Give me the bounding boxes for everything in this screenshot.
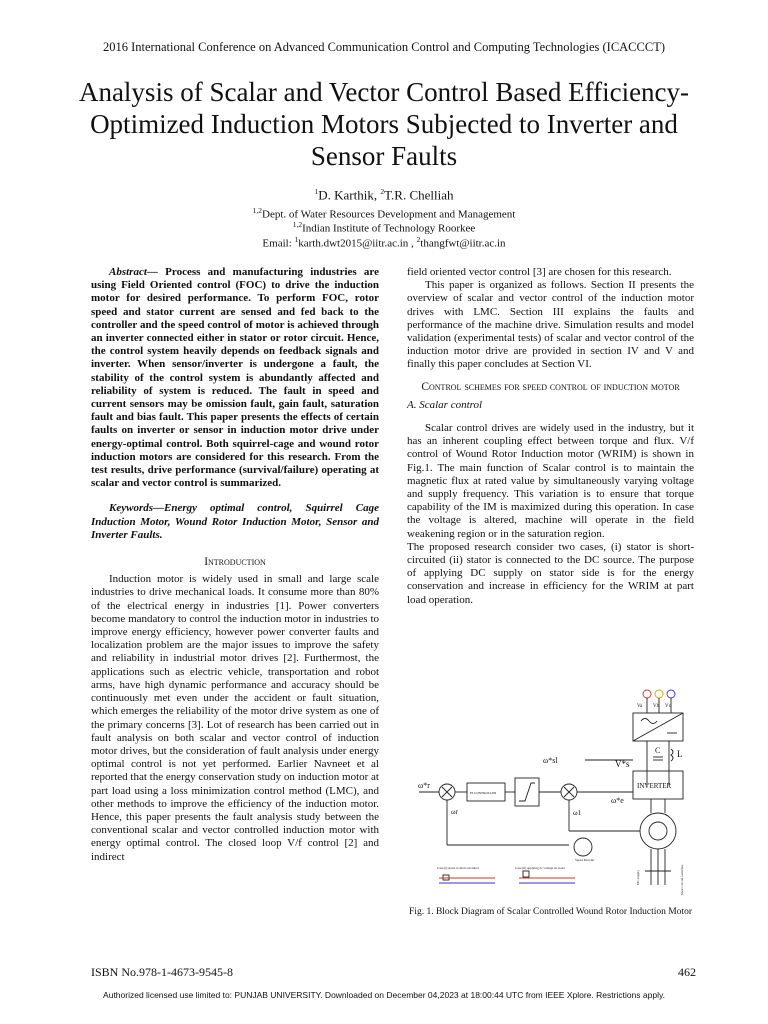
license-notice: Authorized licensed use limited to: PUNJAB UNIVERSITY. Downloaded on December 04,2023 at 18:00:44 UTC from IEEE Xplore. Restrictions apply.	[103, 990, 665, 1000]
keywords-label: Keywords—	[109, 502, 164, 515]
subsection-heading: A. Scalar control	[407, 398, 483, 411]
introduction-text: Induction motor is widely used in small and large scale industries to drive mechanical loads. It consume more than 80% of the electrical energy in industries [1]. Power converters become mandatory to control the induction motor in industries to improve energy efficiency, however power converter faults and localization problem are the major issues to improve the safety and reliability in industrial motor drives [2]. Furthermost, the applications such as electric vehicle, transportation and robot arms, have high dynamic performance and accuracy should be continuously met even under the accident or fault situation, which emerges the reliability of the motor drive system as one of the primary concerns [3]. Lot of research has been carried out in fault analysis on both scalar and vector control of induction motor drives, but the consideration of fault analysis under energy optimal control is not yet performed. Earlier Navneet et al reported that the energy conservation study on induction motor at part load using a loss minimization control method (LMC), and other methods to improve the efficiency of the induction motor. Hence, this paper presents the fault analysis study between the conventional scalar and vector controlled induction motor with energy optimal control. The closed loop V/f control [2] and indirect	[91, 573, 379, 863]
keywords	[91, 502, 379, 542]
limiter-block	[515, 778, 539, 806]
label-dc-supply: DC supply	[636, 869, 640, 885]
label-w1: ω1	[573, 809, 582, 817]
isbn: ISBN No.978-1-4673-9545-8	[91, 965, 233, 979]
speed-encoder-icon	[574, 838, 592, 856]
label-inverter: INVERTER	[637, 782, 672, 790]
aff1-sup: 1,2	[252, 206, 262, 215]
email2-sup: 2	[416, 235, 421, 244]
label-wsl: ω*sl	[543, 756, 558, 765]
motor-stator-icon	[640, 813, 676, 849]
author-sup-1: 1	[314, 187, 319, 196]
label-vs: V*s	[615, 759, 630, 769]
label-c: C	[655, 746, 661, 755]
aff2-sup: 1,2	[292, 220, 303, 229]
source-b-icon	[655, 690, 663, 698]
label-sensor: Speed Encoder	[575, 858, 595, 862]
label-pi: PI CONTROLLER	[470, 791, 497, 795]
label-l: L	[677, 749, 683, 759]
page-number: 462	[678, 965, 696, 979]
abstract	[91, 266, 379, 490]
label-vc: Vc	[665, 704, 671, 709]
label-vb: Vb	[653, 704, 660, 709]
label-wr-ref: ω*r	[418, 781, 430, 790]
aff2-text: Indian Institute of Technology Roorkee	[302, 222, 476, 235]
block-diagram-figure	[415, 685, 695, 900]
paper-title: Analysis of Scalar and Vector Control Based Efficiency-Optimized Induction Motors Subjected to Inverter and Sensor Faults	[78, 77, 690, 171]
label-case1: Case (i) stator is short-circuited	[437, 866, 479, 870]
source-a-icon	[643, 690, 651, 698]
right-column	[407, 266, 694, 607]
email-label: Email:	[262, 237, 295, 250]
author-sup-2: 2	[380, 187, 385, 196]
email-2: thangfwt@iitr.ac.in	[420, 237, 506, 250]
motor-rotor-icon	[649, 822, 667, 840]
abstract-text: Process and manufacturing industries are using Field Oriented control (FOC) to drive the induction motor for desired performance. To perform FOC, rotor speed and stator current are sensed and fed back to the controller and the speed control of motor is achieved through an inverter connected either in stator or rotor circuit. Hence, the control system heavily depends on feedback signals and inverter. When sensor/inverter is undergone a fault, the stability of the control system is abundantly affected and reliability of system is reduced. The fault in speed and current sensors may be omission fault, gain fault, saturation fault and bias fault. This paper presents the effects of certain faults on inverter or sensor in induction motor drive under energy-optimal control. Both squirrel-cage and wound rotor induction motors are considered for this research. From the test results, drive performance (survival/failure) operating at scalar and vector control is summarized.	[91, 266, 379, 490]
continuation-text: field oriented vector control [3] are chosen for this research.	[407, 266, 672, 278]
label-case2: Case (ii) applying dc voltage on stator	[515, 866, 566, 870]
keywords-text: Energy optimal control, Squirrel Cage Induction Motor, Wound Rotor Induction Motor, Sensor and Inverter Faults.	[91, 502, 379, 541]
aff1-text: Dept. of Water Resources Development and Management	[262, 208, 516, 221]
author-2: T.R. Chelliah	[384, 187, 454, 203]
email1-sup: 1	[294, 235, 299, 244]
email-1: karth.dwt2015@iitr.ac.in ,	[298, 237, 417, 250]
figure-caption: Fig. 1. Block Diagram of Scalar Controlled Wound Rotor Induction Motor	[409, 907, 692, 917]
source-c-icon	[667, 690, 675, 698]
organization-paragraph: This paper is organized as follows. Section II presents the overview of scalar and vector control of the induction motor drives with LMC. Section III explains the faults and performance of the machine drive. Simulation results and model validation (experimental tests) of scalar and vector control of the induction motor drive are provided in section IV and V and finally this paper concludes at Section VI.	[407, 279, 694, 371]
affiliation-dept	[0, 206, 768, 221]
author-line	[0, 187, 768, 203]
section-heading: Control schemes for speed control of induction motor	[421, 380, 680, 393]
affiliation-institute	[0, 220, 768, 235]
label-we: ω*e	[611, 796, 624, 805]
label-short-circuit: Short circuit switches	[680, 864, 684, 895]
email-line	[0, 235, 768, 250]
abstract-label: Abstract—	[109, 266, 158, 278]
introduction-heading: Introduction	[204, 556, 266, 569]
scalar-paragraph-2: The proposed research consider two cases, (i) stator is short-circuited (ii) stator is connected to the DC source. The purpose of applying DC supply on stator side is for the energy conservation and increase in efficiency for the WRIM at part load operation.	[407, 540, 694, 606]
conference-header: 2016 International Conference on Advanced Communication Control and Computing Technologies (ICACCCT)	[103, 40, 665, 54]
inductor-icon	[671, 749, 673, 761]
scalar-paragraph-1: Scalar control drives are widely used in the industry, but it has an inherent coupling effect between torque and flux. V/f control of Wound Rotor Induction motor (WRIM) is shown in Fig.1. The main function of Scalar control is to maintain the magnetic flux at rated value by simultaneously varying voltage and supply frequency. This variation is to ensure that torque capability of the IM is maximized during this operation. In case the voltage is altered, machine will operate in the field weakening region or in the saturation region.	[407, 422, 694, 540]
left-column	[91, 266, 379, 864]
label-va: Va	[637, 704, 643, 709]
author-1: D. Karthik,	[318, 187, 381, 203]
label-wr: ωr	[451, 808, 458, 816]
